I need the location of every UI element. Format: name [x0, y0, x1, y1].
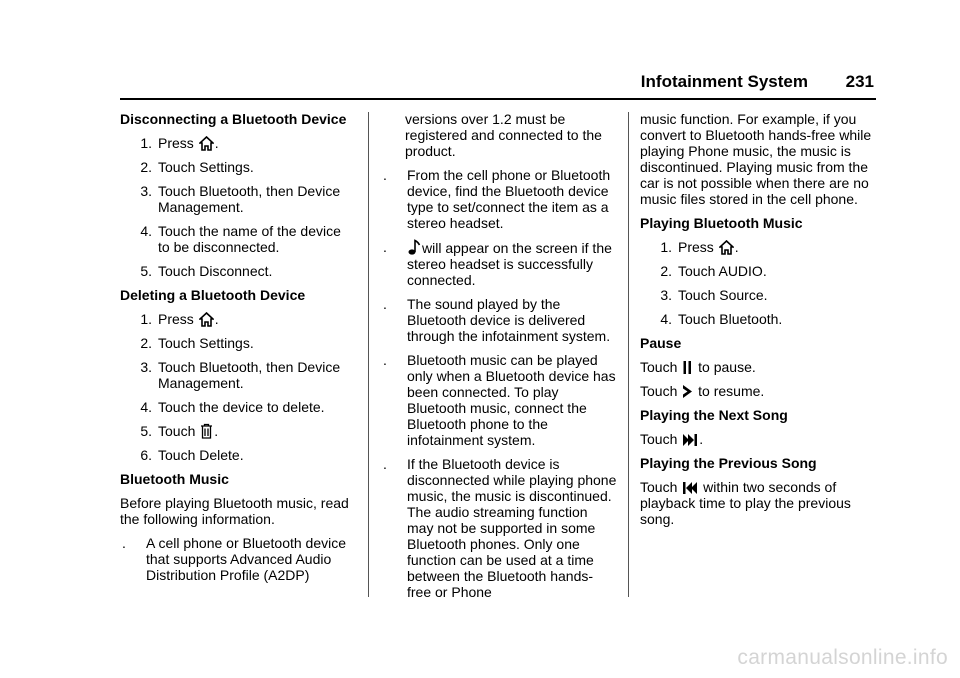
step-text: Touch: [158, 423, 196, 439]
step-number: 5.: [140, 263, 152, 279]
text: Touch: [640, 383, 678, 399]
home-icon: [719, 240, 734, 255]
list-item: [120, 399, 356, 415]
trash-icon: [200, 423, 213, 439]
text: to pause.: [698, 359, 756, 375]
list-item: [120, 423, 356, 439]
bullet-marker: .: [383, 296, 387, 312]
bullet-marker: .: [122, 535, 126, 551]
paragraph: Before playing Bluetooth music, read the following information.: [120, 495, 349, 527]
play-icon: [682, 384, 693, 399]
heading-delete: Deleting a Bluetooth Device: [120, 287, 306, 303]
bullet-text: will appear on the screen if the stereo headset is successfully connected.: [407, 240, 612, 288]
page-number: 231: [845, 72, 874, 91]
list-item: [120, 311, 356, 327]
step-text: .: [214, 423, 219, 439]
step-number: 3.: [140, 183, 152, 199]
heading-playing-music: Playing Bluetooth Music: [640, 215, 803, 231]
text: to resume.: [698, 383, 765, 399]
paragraph: [640, 359, 880, 375]
step-number: 3.: [140, 359, 152, 375]
list-item: [120, 159, 356, 175]
step-number: 2.: [660, 263, 672, 279]
step-text: Touch Disconnect.: [158, 263, 273, 279]
paragraph: [640, 479, 880, 527]
step-number: 1.: [660, 239, 672, 255]
column-divider-2: [628, 112, 629, 597]
heading-next-song: Playing the Next Song: [640, 407, 788, 423]
step-text: Press: [158, 135, 194, 151]
step-text: .: [214, 311, 219, 327]
step-text: Touch the device to delete.: [158, 399, 325, 415]
paragraph: versions over 1.2 must be registered and connected to the product.: [405, 111, 602, 159]
step-number: 2.: [140, 335, 152, 351]
watermark: carmanualsonline.info: [737, 646, 948, 669]
column-3: [640, 111, 880, 535]
step-number: 4.: [140, 399, 152, 415]
step-number: 2.: [140, 159, 152, 175]
list-item: [120, 335, 356, 351]
bullet-marker: .: [383, 456, 387, 472]
list-item: [381, 456, 617, 600]
bullet-text: From the cell phone or Bluetooth device, find the Bluetooth device type to set/connect the item as a stereo headset.: [407, 167, 611, 231]
bullet-marker: .: [383, 352, 387, 368]
step-text: Touch Settings.: [158, 335, 254, 351]
list-item: [120, 223, 356, 255]
paragraph: music function. For example, if you convert to Bluetooth hands-free while playing Phone music, the music is discontinued. Playing music from the car is not possible when there are no music files stored in the cell phone.: [640, 111, 872, 207]
text: .: [699, 431, 704, 447]
step-number: 4.: [140, 223, 152, 239]
step-number: 4.: [660, 311, 672, 327]
heading-pause: Pause: [640, 335, 682, 351]
bullet-text: A cell phone or Bluetooth device that supports Advanced Audio Distribution Profile (A2DP): [146, 535, 347, 583]
step-number: 5.: [140, 423, 152, 439]
heading-bluetooth-music: Bluetooth Music: [120, 471, 229, 487]
list-item: [120, 183, 356, 215]
step-number: 1.: [140, 135, 152, 151]
list-item: [381, 239, 617, 288]
text: within two seconds of playback time to play the previous song.: [640, 479, 851, 527]
paragraph: [640, 383, 880, 399]
list-item: [381, 352, 617, 448]
list-item: [120, 447, 356, 463]
list-item: [120, 263, 356, 279]
next-track-icon: [682, 433, 698, 447]
step-text: Touch Settings.: [158, 159, 254, 175]
step-text: .: [734, 239, 739, 255]
bullet-text: If the Bluetooth device is disconnected while playing phone music, the music is discontinued. The audio streaming function may not be supported in some Bluetooth phones. Only one function can be used at a time between the Bluetooth hands-free or Phone: [407, 456, 617, 600]
section-title: Infotainment System: [640, 72, 808, 91]
step-number: 3.: [660, 287, 672, 303]
heading-disconnect: Disconnecting a Bluetooth Device: [120, 111, 347, 127]
bullet-text: The sound played by the Bluetooth device is delivered through the infotainment system.: [407, 296, 611, 344]
home-icon: [199, 136, 214, 151]
page-header: [120, 70, 876, 100]
step-text: Press: [678, 239, 714, 255]
list-item: [640, 311, 880, 327]
paragraph: [640, 431, 880, 447]
music-note-icon: [408, 239, 421, 256]
step-number: 6.: [140, 447, 152, 463]
column-divider-1: [368, 112, 369, 597]
step-text: .: [214, 135, 219, 151]
list-item: [640, 239, 880, 255]
column-1: [120, 111, 356, 591]
step-text: Touch Source.: [678, 287, 768, 303]
step-text: Touch AUDIO.: [678, 263, 767, 279]
step-text: Touch Bluetooth.: [678, 311, 783, 327]
bullet-marker: .: [383, 239, 387, 255]
text: Touch: [640, 479, 678, 495]
list-item: [640, 287, 880, 303]
pause-icon: [682, 360, 693, 375]
bullet-text: Bluetooth music can be played only when a Bluetooth device has been connected. To play Bluetooth music, connect the Bluetooth phone to the infotainment system.: [407, 352, 616, 448]
list-item: [381, 296, 617, 344]
list-item: [381, 167, 617, 231]
step-text: Touch Bluetooth, then Device Management.: [158, 359, 341, 391]
heading-previous-song: Playing the Previous Song: [640, 455, 817, 471]
text: Touch: [640, 431, 678, 447]
previous-track-icon: [682, 481, 698, 495]
list-item: [120, 535, 356, 583]
step-text: Press: [158, 311, 194, 327]
step-number: 1.: [140, 311, 152, 327]
list-item: [640, 263, 880, 279]
home-icon: [199, 312, 214, 327]
step-text: Touch Delete.: [158, 447, 244, 463]
step-text: Touch the name of the device to be disconnected.: [158, 223, 341, 255]
list-item: [120, 135, 356, 151]
column-2: [381, 111, 617, 608]
list-item: [120, 359, 356, 391]
text: Touch: [640, 359, 678, 375]
bullet-marker: .: [383, 167, 387, 183]
step-text: Touch Bluetooth, then Device Management.: [158, 183, 341, 215]
